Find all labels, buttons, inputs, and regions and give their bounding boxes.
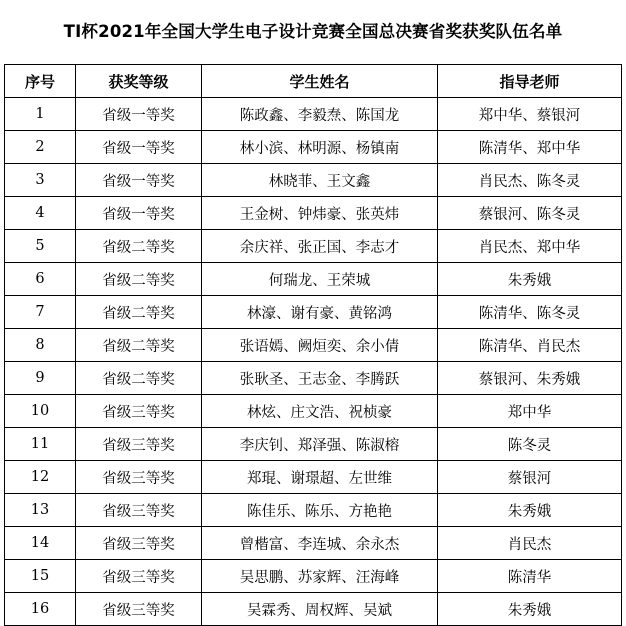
cell-award: 省级二等奖	[76, 329, 202, 362]
table-row	[5, 329, 622, 362]
cell-advisors: 肖民杰	[438, 527, 622, 560]
cell-advisors: 肖民杰、陈冬灵	[438, 164, 622, 197]
table-row	[5, 98, 622, 131]
header-advisors: 指导老师	[438, 65, 622, 98]
header-award: 获奖等级	[76, 65, 202, 98]
cell-advisors: 朱秀娥	[438, 263, 622, 296]
cell-no: 4	[5, 197, 76, 230]
cell-students: 张耿圣、王志金、李腾跃	[202, 362, 438, 395]
cell-award: 省级三等奖	[76, 527, 202, 560]
cell-no: 12	[5, 461, 76, 494]
cell-students: 吴霖秀、周权辉、吴斌	[202, 593, 438, 626]
header-no: 序号	[5, 65, 76, 98]
cell-students: 何瑞龙、王荣城	[202, 263, 438, 296]
table-row	[5, 230, 622, 263]
cell-award: 省级二等奖	[76, 296, 202, 329]
cell-no: 13	[5, 494, 76, 527]
cell-advisors: 蔡银河、朱秀娥	[438, 362, 622, 395]
cell-students: 郑琨、谢璟超、左世维	[202, 461, 438, 494]
cell-no: 3	[5, 164, 76, 197]
cell-award: 省级三等奖	[76, 461, 202, 494]
cell-award: 省级三等奖	[76, 494, 202, 527]
table-row	[5, 593, 622, 626]
cell-award: 省级二等奖	[76, 230, 202, 263]
cell-no: 1	[5, 98, 76, 131]
cell-students: 林小滨、林明源、杨镇南	[202, 131, 438, 164]
table-row	[5, 395, 622, 428]
cell-no: 11	[5, 428, 76, 461]
document-title: TI杯2021年全国大学生电子设计竞赛全国总决赛省奖获奖队伍名单	[63, 22, 563, 41]
cell-students: 张语嫣、阙烜奕、余小倩	[202, 329, 438, 362]
cell-students: 王金树、钟炜豪、张英炜	[202, 197, 438, 230]
table-row	[5, 494, 622, 527]
cell-no: 5	[5, 230, 76, 263]
cell-no: 7	[5, 296, 76, 329]
table-body	[5, 98, 622, 626]
table-row	[5, 131, 622, 164]
cell-award: 省级三等奖	[76, 428, 202, 461]
cell-advisors: 蔡银河	[438, 461, 622, 494]
cell-no: 15	[5, 560, 76, 593]
cell-students: 林炫、庄文浩、祝桢豪	[202, 395, 438, 428]
table-header-row	[5, 65, 622, 98]
cell-no: 2	[5, 131, 76, 164]
table-row	[5, 428, 622, 461]
cell-award: 省级三等奖	[76, 560, 202, 593]
cell-award: 省级一等奖	[76, 164, 202, 197]
cell-students: 陈政鑫、李毅焘、陈国龙	[202, 98, 438, 131]
cell-award: 省级三等奖	[76, 395, 202, 428]
cell-advisors: 陈清华、陈冬灵	[438, 296, 622, 329]
cell-advisors: 郑中华、蔡银河	[438, 98, 622, 131]
table-row	[5, 362, 622, 395]
cell-advisors: 陈清华	[438, 560, 622, 593]
table-row	[5, 296, 622, 329]
cell-advisors: 陈清华、肖民杰	[438, 329, 622, 362]
cell-award: 省级一等奖	[76, 131, 202, 164]
table-row	[5, 263, 622, 296]
table-row	[5, 197, 622, 230]
cell-students: 林濠、谢有豪、黄铭鸿	[202, 296, 438, 329]
cell-advisors: 陈清华、郑中华	[438, 131, 622, 164]
cell-students: 吴思鹏、苏家辉、汪海峰	[202, 560, 438, 593]
award-roster-table	[4, 64, 622, 626]
cell-advisors: 朱秀娥	[438, 593, 622, 626]
cell-award: 省级三等奖	[76, 593, 202, 626]
cell-students: 陈佳乐、陈乐、方艳艳	[202, 494, 438, 527]
cell-students: 李庆钊、郑泽强、陈淑榕	[202, 428, 438, 461]
cell-no: 14	[5, 527, 76, 560]
table-row	[5, 164, 622, 197]
table-row	[5, 461, 622, 494]
cell-award: 省级二等奖	[76, 362, 202, 395]
cell-no: 9	[5, 362, 76, 395]
table-row	[5, 527, 622, 560]
cell-advisors: 郑中华	[438, 395, 622, 428]
cell-advisors: 朱秀娥	[438, 494, 622, 527]
cell-students: 曾楷富、李连城、余永杰	[202, 527, 438, 560]
cell-students: 林晓菲、王文鑫	[202, 164, 438, 197]
cell-advisors: 陈冬灵	[438, 428, 622, 461]
cell-no: 16	[5, 593, 76, 626]
cell-no: 8	[5, 329, 76, 362]
cell-advisors: 肖民杰、郑中华	[438, 230, 622, 263]
cell-award: 省级一等奖	[76, 197, 202, 230]
header-students: 学生姓名	[202, 65, 438, 98]
cell-no: 6	[5, 263, 76, 296]
cell-students: 余庆祥、张正国、李志才	[202, 230, 438, 263]
cell-advisors: 蔡银河、陈冬灵	[438, 197, 622, 230]
cell-award: 省级一等奖	[76, 98, 202, 131]
cell-no: 10	[5, 395, 76, 428]
table-row	[5, 560, 622, 593]
cell-award: 省级二等奖	[76, 263, 202, 296]
